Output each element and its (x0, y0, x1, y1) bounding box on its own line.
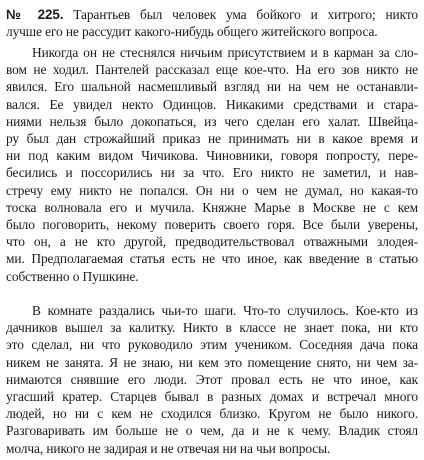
textbook-page (6, 2, 418, 458)
text-line: собственно о Пушкине. (6, 268, 139, 284)
text-line: ни под каким видом Чичикова. Чиновники, говоря попросту, пере- (6, 148, 418, 164)
text-line: явился. Его шальной насмешливый взгляд ни на чем не останавли- (6, 79, 418, 95)
text-line: дачников вышел за калитку. Никто в классе не знает пока, ни кто (6, 320, 418, 336)
text-line: ми. Предполагаемая статья есть не что иное, как введение в статью (6, 251, 418, 267)
text-line: № 225. Тарантьев был человек ума бойкого и хитрого; никто (6, 7, 418, 22)
paragraph-sentences-2 (6, 302, 418, 457)
text-line: вом не ходил. Пантелей рассказал еще кое-что. На его зов никто не (6, 62, 418, 78)
text-line: нимаются снявшие его люди. Этот провал есть не что иное, как (6, 371, 418, 387)
text-line: что он, а не кто другой, предводительствовал отважными злодея- (6, 234, 418, 250)
exercise-number: № 225. (6, 7, 64, 22)
exercise-intro (6, 6, 418, 40)
text-line: бесились и поссорились ни за что. Его никто не заметил, и нав- (6, 165, 418, 181)
text-line: это сделал, ни что руководило этим учеником. Соседняя дача пока (6, 337, 418, 353)
text-line: никем не занята. Я не знаю, ни кем это помещение снято, ни чем за- (6, 354, 418, 370)
text-line: молча, никого не задирая и не отвечая ни на чьи вопросы. (6, 440, 331, 456)
text-line: лучше его не рассудит какого-нибудь общего житейского вопроса. (6, 24, 378, 40)
text-line: тоска волновала его и мучила. Княжне Марье в Москве не с кем (6, 199, 418, 215)
text-line: было поговорить, некому поверить своего горя. Все были уверены, (6, 217, 418, 233)
text-line: ру был дан строжайший приказ не принимать ни в какое время и (6, 131, 418, 147)
paragraph-sentences-1 (6, 44, 418, 285)
text-line: ниями нельзя было докопаться, из чего сделан его халат. Швейца- (6, 113, 418, 129)
text-line: вался. Ее увидел некто Одинцов. Никакими средствами и стара- (6, 96, 418, 112)
text-line: В комнате раздались чьи-то шаги. Что-то случилось. Кое-кто из (32, 303, 418, 318)
text-line: людей, но ни с кем не сходился близко. Кругом не было никого. (6, 406, 418, 422)
text-line: Разговаривать им больше не о чем, да и не к чему. Владик стоял (6, 423, 418, 439)
text-line: Никогда он не стеснялся ничьим присутствием и в карман за сло- (32, 45, 418, 60)
text-line: угасший кратер. Старцев бывал в разных домах и встречал много (6, 389, 418, 405)
text-line: стречу ему никто не попался. Он ни о чем не думал, но какая-то (6, 182, 418, 198)
